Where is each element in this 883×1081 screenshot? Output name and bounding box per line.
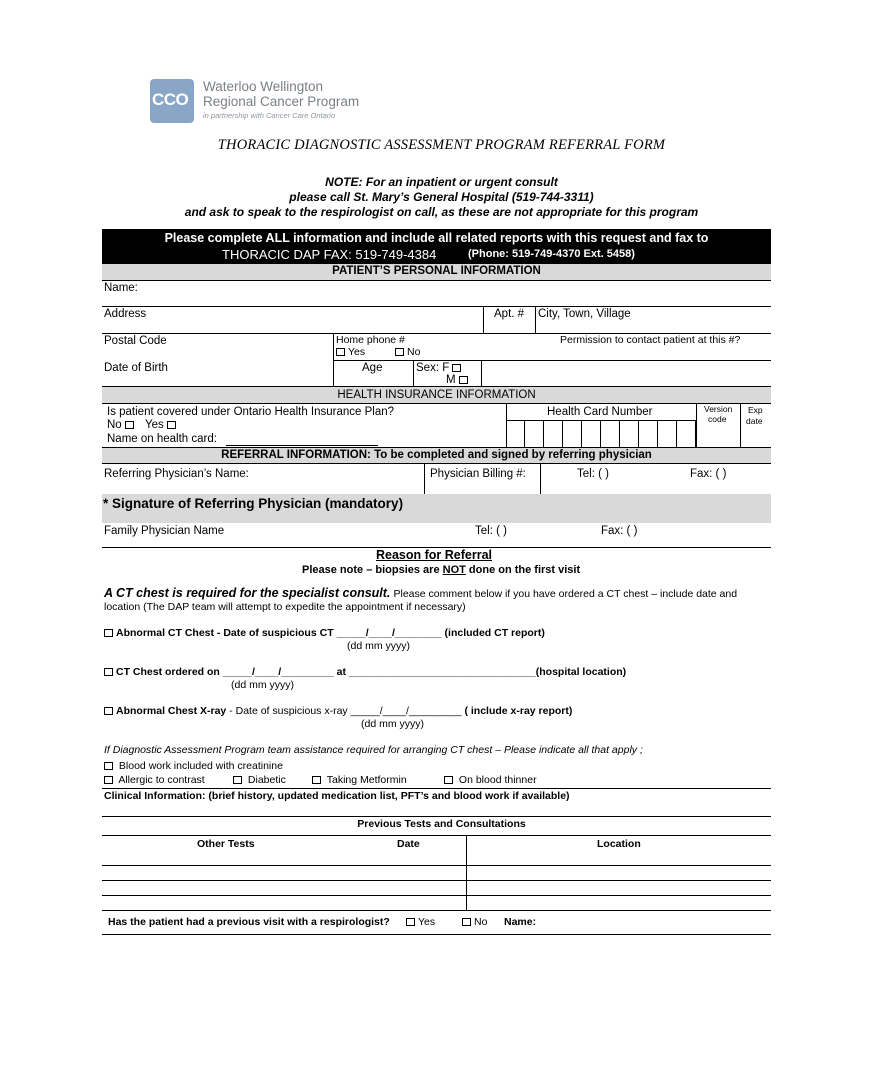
checkbox-icon[interactable] [125,421,134,429]
age-label: Age [362,362,383,374]
opt-allergic[interactable]: Allergic to contrast [104,774,205,786]
name-on-card-label: Name on health card: [107,433,217,445]
col-location: Location [597,838,641,850]
banner-fax: THORACIC DAP FAX: 519-749-4384 [222,247,437,262]
exp-label-2: date [746,416,763,426]
checkbox-icon[interactable] [167,421,176,429]
fax-instructions-banner [102,229,771,264]
abnormal-xray-option[interactable]: Abnormal Chest X-ray - Date of suspicious x-ray _____/____/_________ ( include x-ray report) [104,705,572,717]
respirologist-question: Has the patient had a previous visit with a respirologist? [108,916,390,928]
postal-code-label: Postal Code [104,335,167,347]
family-tel-label: Tel: ( ) [475,525,507,537]
referring-tel-label: Tel: ( ) [577,468,609,480]
note-line3: and ask to speak to the respirologist on call, as these are not appropriate for this program [184,205,699,219]
logo-mark-text: CCO [152,90,189,109]
banner-line1: Please complete ALL information and include all related reports with this request and fax to [164,231,709,245]
abnormal-ct-option[interactable]: Abnormal CT Chest - Date of suspicious CT _____/____/________ (included CT report) [104,627,545,639]
insurance-header: HEALTH INSURANCE INFORMATION [337,389,536,401]
health-card-label: Health Card Number [547,406,653,418]
checkbox-icon[interactable] [406,918,415,926]
personal-header: PATIENT’S PERSONAL INFORMATION [332,265,541,277]
abnormal-ct-date-hint: (dd mm yyyy) [347,640,410,652]
respirologist-yes[interactable]: Yes [406,916,435,928]
biopsy-note: Please note – biopsies are NOT done on the first visit [302,564,581,576]
respirologist-name-label: Name: [504,916,537,928]
checkbox-icon[interactable] [104,762,113,770]
col-other-tests: Other Tests [197,838,255,850]
home-phone-yes[interactable]: Yes [336,346,365,358]
ct-ordered-date-hint: (dd mm yyyy) [231,679,294,691]
checkbox-icon[interactable] [395,348,404,356]
opt-diabetic[interactable]: Diabetic [233,774,286,786]
address-label: Address [104,308,147,320]
ohip-question: Is patient covered under Ontario Health Insurance Plan? [107,406,395,418]
name-label: Name: [104,282,138,294]
exp-label-1: Exp [748,405,763,415]
checkbox-icon[interactable] [104,629,113,637]
sex-male[interactable]: M [446,374,471,386]
note-line2: please call St. Mary’s General Hospital (519-744-3311) [289,190,594,204]
checkbox-icon[interactable] [312,776,321,784]
ct-required-text: A CT chest is required for the specialist consult. Please comment below if you have ordered a CT chest – include date and [104,586,738,600]
checkbox-icon[interactable] [104,776,113,784]
referring-fax-label: Fax: ( ) [690,468,727,480]
dap-assist-text: If Diagnostic Assessment Program team assistance required for arranging CT chest – Please indicate all that apply ; [104,744,643,756]
col-date: Date [397,838,420,850]
banner-phone: (Phone: 519-749-4370 Ext. 5458) [468,248,635,260]
opt-blood-work[interactable]: Blood work included with creatinine [104,760,283,772]
org-name-line1: Waterloo Wellington [203,79,324,94]
ct-comment-line2: location (The DAP team will attempt to expedite the appointment if necessary) [104,601,466,613]
ct-ordered-option[interactable]: CT Chest ordered on _____/____/_________ at ________________________________(hospital location) [104,666,626,678]
checkbox-icon[interactable] [462,918,471,926]
checkbox-icon[interactable] [336,348,345,356]
respirologist-no[interactable]: No [462,916,487,928]
org-name-line2: Regional Cancer Program [203,94,360,109]
checkbox-icon[interactable] [452,364,461,372]
previous-tests-header: Previous Tests and Consultations [357,818,526,830]
note-line1: NOTE: For an inpatient or urgent consult [325,175,558,189]
form-title: THORACIC DIAGNOSTIC ASSESSMENT PROGRAM REFERRAL FORM [217,137,666,153]
apt-label: Apt. # [494,308,525,320]
reason-header: Reason for Referral [376,548,493,562]
permission-label: Permission to contact patient at this #? [560,334,741,346]
version-label-1: Version [704,404,733,414]
referral-header: REFERRAL INFORMATION: To be completed and signed by referring physician [221,449,652,461]
checkbox-icon[interactable] [233,776,242,784]
opt-blood-thinner[interactable]: On blood thinner [444,774,537,786]
signature-label: * Signature of Referring Physician (mandatory) [103,496,404,511]
referring-physician-label: Referring Physician’s Name: [104,468,249,480]
clinical-info-label: Clinical Information: (brief history, updated medication list, PFT’s and blood work if available) [104,790,570,802]
home-phone-no[interactable]: No [395,346,420,358]
checkbox-icon[interactable] [459,376,468,384]
family-fax-label: Fax: ( ) [601,525,638,537]
opt-metformin[interactable]: Taking Metformin [312,774,407,786]
billing-label: Physician Billing #: [430,468,526,480]
checkbox-icon[interactable] [104,707,113,715]
city-label: City, Town, Village [538,308,631,320]
sex-female[interactable]: Sex: F [416,362,464,374]
org-partnership: in partnership with Cancer Care Ontario [203,111,336,120]
home-phone-label: Home phone # [336,334,405,346]
checkbox-icon[interactable] [444,776,453,784]
abnormal-xray-date-hint: (dd mm yyyy) [361,718,424,730]
family-physician-label: Family Physician Name [104,525,225,537]
ohip-no[interactable]: No [107,419,137,431]
ohip-yes[interactable]: Yes [145,419,179,431]
checkbox-icon[interactable] [104,668,113,676]
version-label-2: code [708,414,727,424]
dob-label: Date of Birth [104,362,168,374]
